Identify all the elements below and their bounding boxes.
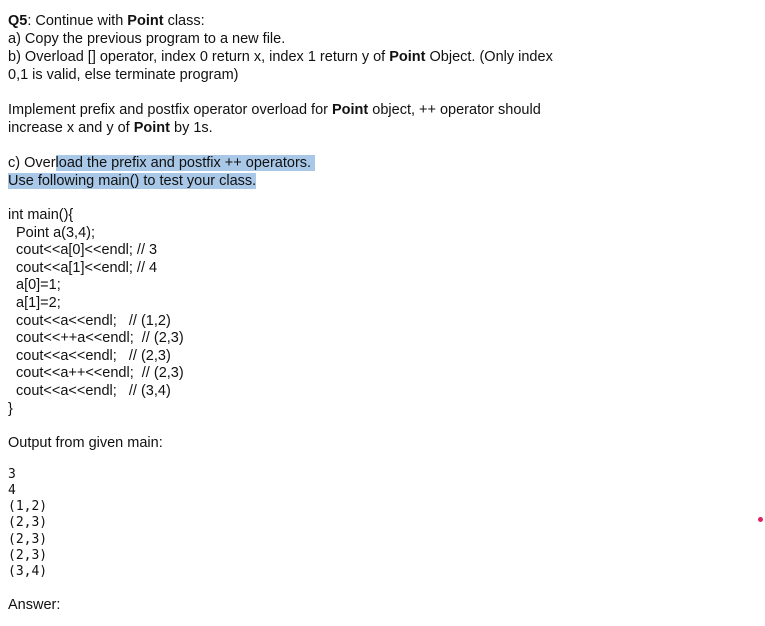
output-line: (2,3) xyxy=(8,515,48,531)
implement-instruction: Implement prefix and postfix operator overload for Point object, ++ operator should xyxy=(8,102,541,118)
output-line: 4 xyxy=(8,483,16,499)
implement-instruction-line2: increase x and y of Point by 1s. xyxy=(8,120,213,136)
part-b: b) Overload [] operator, index 0 return x, index 1 return y of Point Object. (Only index xyxy=(8,49,553,65)
output-heading: Output from given main: xyxy=(8,435,163,452)
code-block xyxy=(8,207,748,418)
output-line: 3 xyxy=(8,467,16,483)
selected-text: load the prefix and postfix ++ operators. xyxy=(55,155,316,171)
part-a: a) Copy the previous program to a new file. xyxy=(8,31,286,47)
code-line: a[1]=2; xyxy=(16,294,61,311)
output-line: (2,3) xyxy=(8,531,48,547)
code-line: cout<<a[0]<<endl; // 3 xyxy=(16,242,158,259)
code-line: cout<<a<<endl; // (1,2) xyxy=(16,312,171,329)
code-line: cout<<a[1]<<endl; // 4 xyxy=(16,259,158,276)
code-line: int main(){ xyxy=(8,207,74,223)
bullet-dot-icon xyxy=(758,517,763,522)
code-line: } xyxy=(8,400,13,417)
selected-text-2: Use following main() to test your class. xyxy=(8,173,257,189)
code-line: a[0]=1; xyxy=(16,277,61,294)
code-line: cout<<a<<endl; // (2,3) xyxy=(16,347,171,364)
code-line: cout<<a<<endl; // (3,4) xyxy=(16,382,171,399)
output-line: (1,2) xyxy=(8,499,48,515)
code-line: cout<<a++<<endl; // (2,3) xyxy=(16,365,184,382)
output-block xyxy=(8,467,748,580)
use-main-instruction xyxy=(8,172,748,190)
code-line: Point a(3,4); xyxy=(16,224,95,241)
part-c: c) Overload the prefix and postfix ++ operators. xyxy=(8,155,316,171)
question-label: Q5 xyxy=(8,13,28,29)
part-b-line2: 0,1 is valid, else terminate program) xyxy=(8,67,239,83)
output-line: (3,4) xyxy=(8,563,48,579)
answer-label: Answer: xyxy=(8,596,61,613)
question-title: Q5: Continue with Point class: xyxy=(8,13,205,29)
output-line: (2,3) xyxy=(8,547,48,563)
code-line: cout<<++a<<endl; // (2,3) xyxy=(16,330,184,347)
question-document xyxy=(8,12,748,614)
